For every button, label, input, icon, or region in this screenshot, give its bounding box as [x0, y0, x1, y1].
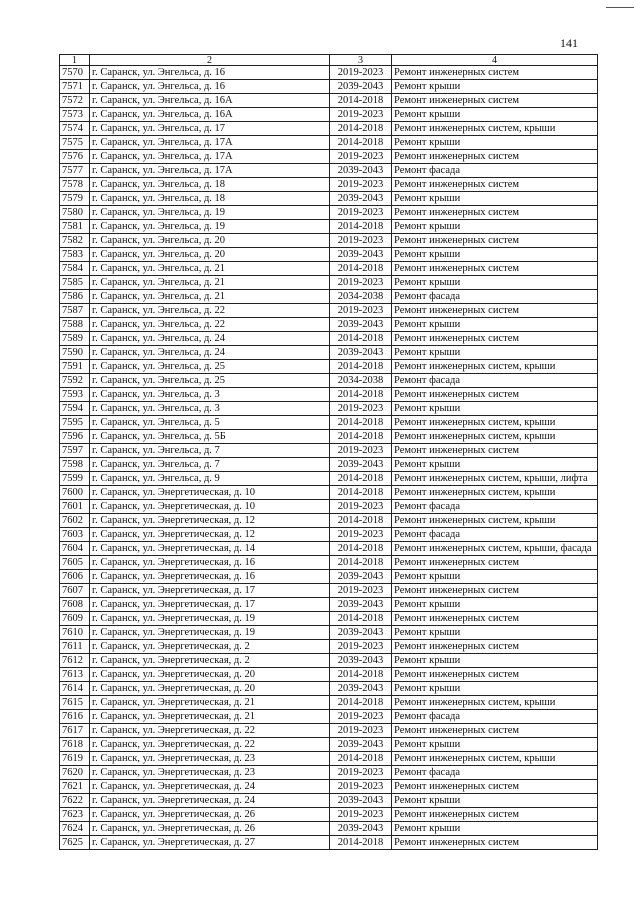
table-row [60, 598, 598, 612]
work-type-cell: Ремонт крыши [392, 276, 598, 290]
table-row [60, 234, 598, 248]
table-row [60, 500, 598, 514]
table-row [60, 472, 598, 486]
address-cell: г. Саранск, ул. Энгельса, д. 20 [90, 248, 330, 262]
row-number: 7616 [60, 710, 90, 724]
address-cell: г. Саранск, ул. Энергетическая, д. 10 [90, 500, 330, 514]
row-number: 7617 [60, 724, 90, 738]
row-number: 7603 [60, 528, 90, 542]
address-cell: г. Саранск, ул. Энергетическая, д. 14 [90, 542, 330, 556]
work-type-cell: Ремонт инженерных систем, крыши [392, 696, 598, 710]
row-number: 7592 [60, 374, 90, 388]
work-type-cell: Ремонт инженерных систем, крыши [392, 752, 598, 766]
period-cell: 2019-2023 [330, 724, 392, 738]
table-row [60, 486, 598, 500]
row-number: 7597 [60, 444, 90, 458]
address-cell: г. Саранск, ул. Энгельса, д. 3 [90, 388, 330, 402]
work-type-cell: Ремонт инженерных систем [392, 262, 598, 276]
period-cell: 2039-2043 [330, 654, 392, 668]
table-row [60, 584, 598, 598]
work-type-cell: Ремонт крыши [392, 248, 598, 262]
row-number: 7607 [60, 584, 90, 598]
work-type-cell: Ремонт крыши [392, 318, 598, 332]
row-number: 7573 [60, 108, 90, 122]
period-cell: 2019-2023 [330, 66, 392, 80]
row-number: 7621 [60, 780, 90, 794]
address-cell: г. Саранск, ул. Энгельса, д. 9 [90, 472, 330, 486]
table-row [60, 514, 598, 528]
address-cell: г. Саранск, ул. Энгельса, д. 7 [90, 444, 330, 458]
period-cell: 2019-2023 [330, 808, 392, 822]
table-row [60, 738, 598, 752]
address-cell: г. Саранск, ул. Энгельса, д. 3 [90, 402, 330, 416]
address-cell: г. Саранск, ул. Энергетическая, д. 22 [90, 724, 330, 738]
table-row [60, 542, 598, 556]
row-number: 7602 [60, 514, 90, 528]
table-row [60, 626, 598, 640]
row-number: 7578 [60, 178, 90, 192]
period-cell: 2039-2043 [330, 164, 392, 178]
row-number: 7577 [60, 164, 90, 178]
period-cell: 2039-2043 [330, 794, 392, 808]
row-number: 7606 [60, 570, 90, 584]
period-cell: 2019-2023 [330, 178, 392, 192]
period-cell: 2019-2023 [330, 528, 392, 542]
work-type-cell: Ремонт фасада [392, 290, 598, 304]
work-type-cell: Ремонт крыши [392, 192, 598, 206]
row-number: 7575 [60, 136, 90, 150]
table-row [60, 836, 598, 850]
address-cell: г. Саранск, ул. Энгельса, д. 17 [90, 122, 330, 136]
period-cell: 2019-2023 [330, 304, 392, 318]
period-cell: 2019-2023 [330, 150, 392, 164]
table-row [60, 822, 598, 836]
table-row [60, 346, 598, 360]
work-type-cell: Ремонт инженерных систем [392, 808, 598, 822]
work-type-cell: Ремонт инженерных систем [392, 444, 598, 458]
row-number: 7579 [60, 192, 90, 206]
work-type-cell: Ремонт инженерных систем [392, 612, 598, 626]
row-number: 7608 [60, 598, 90, 612]
address-cell: г. Саранск, ул. Энергетическая, д. 22 [90, 738, 330, 752]
address-cell: г. Саранск, ул. Энгельса, д. 16А [90, 108, 330, 122]
table-row [60, 262, 598, 276]
table-row [60, 710, 598, 724]
period-cell: 2019-2023 [330, 206, 392, 220]
period-cell: 2014-2018 [330, 542, 392, 556]
period-cell: 2014-2018 [330, 220, 392, 234]
period-cell: 2014-2018 [330, 668, 392, 682]
address-cell: г. Саранск, ул. Энгельса, д. 24 [90, 332, 330, 346]
row-number: 7619 [60, 752, 90, 766]
table-row [60, 444, 598, 458]
period-cell: 2034-2038 [330, 374, 392, 388]
work-type-cell: Ремонт инженерных систем [392, 234, 598, 248]
period-cell: 2014-2018 [330, 836, 392, 850]
address-cell: г. Саранск, ул. Энгельса, д. 5Б [90, 430, 330, 444]
row-number: 7576 [60, 150, 90, 164]
period-cell: 2019-2023 [330, 444, 392, 458]
table-row [60, 724, 598, 738]
table-row [60, 304, 598, 318]
row-number: 7580 [60, 206, 90, 220]
row-number: 7620 [60, 766, 90, 780]
address-cell: г. Саранск, ул. Энергетическая, д. 12 [90, 514, 330, 528]
column-header-4: 4 [392, 55, 598, 66]
address-cell: г. Саранск, ул. Энергетическая, д. 19 [90, 612, 330, 626]
work-type-cell: Ремонт инженерных систем, крыши [392, 486, 598, 500]
work-type-cell: Ремонт крыши [392, 80, 598, 94]
row-number: 7611 [60, 640, 90, 654]
period-cell: 2039-2043 [330, 458, 392, 472]
table-row [60, 192, 598, 206]
row-number: 7623 [60, 808, 90, 822]
period-cell: 2014-2018 [330, 416, 392, 430]
work-type-cell: Ремонт инженерных систем, крыши, лифта [392, 472, 598, 486]
table-row [60, 108, 598, 122]
table-row [60, 94, 598, 108]
address-cell: г. Саранск, ул. Энергетическая, д. 20 [90, 668, 330, 682]
row-number: 7585 [60, 276, 90, 290]
work-type-cell: Ремонт инженерных систем, крыши [392, 122, 598, 136]
row-number: 7583 [60, 248, 90, 262]
period-cell: 2014-2018 [330, 696, 392, 710]
row-number: 7618 [60, 738, 90, 752]
period-cell: 2014-2018 [330, 556, 392, 570]
row-number: 7599 [60, 472, 90, 486]
table-row [60, 668, 598, 682]
row-number: 7624 [60, 822, 90, 836]
period-cell: 2039-2043 [330, 248, 392, 262]
period-cell: 2014-2018 [330, 388, 392, 402]
period-cell: 2014-2018 [330, 514, 392, 528]
period-cell: 2019-2023 [330, 584, 392, 598]
table-row [60, 66, 598, 80]
work-type-cell: Ремонт фасада [392, 528, 598, 542]
period-cell: 2039-2043 [330, 598, 392, 612]
address-cell: г. Саранск, ул. Энгельса, д. 18 [90, 178, 330, 192]
address-cell: г. Саранск, ул. Энергетическая, д. 26 [90, 822, 330, 836]
address-cell: г. Саранск, ул. Энгельса, д. 21 [90, 276, 330, 290]
row-number: 7581 [60, 220, 90, 234]
table-row [60, 458, 598, 472]
work-type-cell: Ремонт инженерных систем [392, 304, 598, 318]
table-row [60, 122, 598, 136]
column-header-1: 1 [60, 55, 90, 66]
work-type-cell: Ремонт инженерных систем [392, 150, 598, 164]
row-number: 7614 [60, 682, 90, 696]
work-type-cell: Ремонт фасада [392, 164, 598, 178]
address-cell: г. Саранск, ул. Энергетическая, д. 23 [90, 752, 330, 766]
table-row [60, 80, 598, 94]
repair-schedule-table [59, 54, 598, 850]
table-row [60, 220, 598, 234]
row-number: 7587 [60, 304, 90, 318]
work-type-cell: Ремонт инженерных систем [392, 724, 598, 738]
row-number: 7601 [60, 500, 90, 514]
table-row [60, 752, 598, 766]
table-row [60, 164, 598, 178]
row-number: 7595 [60, 416, 90, 430]
period-cell: 2014-2018 [330, 430, 392, 444]
work-type-cell: Ремонт инженерных систем [392, 388, 598, 402]
row-number: 7584 [60, 262, 90, 276]
address-cell: г. Саранск, ул. Энергетическая, д. 21 [90, 696, 330, 710]
column-header-2: 2 [90, 55, 330, 66]
table-row [60, 276, 598, 290]
address-cell: г. Саранск, ул. Энгельса, д. 18 [90, 192, 330, 206]
table-row [60, 374, 598, 388]
work-type-cell: Ремонт крыши [392, 822, 598, 836]
address-cell: г. Саранск, ул. Энгельса, д. 21 [90, 262, 330, 276]
work-type-cell: Ремонт инженерных систем, крыши [392, 514, 598, 528]
period-cell: 2014-2018 [330, 752, 392, 766]
table-row [60, 556, 598, 570]
address-cell: г. Саранск, ул. Энгельса, д. 17А [90, 136, 330, 150]
address-cell: г. Саранск, ул. Энергетическая, д. 17 [90, 598, 330, 612]
work-type-cell: Ремонт инженерных систем [392, 640, 598, 654]
row-number: 7591 [60, 360, 90, 374]
address-cell: г. Саранск, ул. Энергетическая, д. 23 [90, 766, 330, 780]
period-cell: 2019-2023 [330, 780, 392, 794]
work-type-cell: Ремонт крыши [392, 108, 598, 122]
work-type-cell: Ремонт крыши [392, 626, 598, 640]
period-cell: 2014-2018 [330, 332, 392, 346]
work-type-cell: Ремонт фасада [392, 766, 598, 780]
work-type-cell: Ремонт крыши [392, 346, 598, 360]
table-row [60, 136, 598, 150]
table-row [60, 332, 598, 346]
address-cell: г. Саранск, ул. Энергетическая, д. 16 [90, 570, 330, 584]
address-cell: г. Саранск, ул. Энгельса, д. 22 [90, 304, 330, 318]
address-cell: г. Саранск, ул. Энергетическая, д. 26 [90, 808, 330, 822]
row-number: 7604 [60, 542, 90, 556]
period-cell: 2014-2018 [330, 612, 392, 626]
period-cell: 2039-2043 [330, 192, 392, 206]
row-number: 7586 [60, 290, 90, 304]
row-number: 7593 [60, 388, 90, 402]
row-number: 7605 [60, 556, 90, 570]
table-row [60, 696, 598, 710]
period-cell: 2014-2018 [330, 136, 392, 150]
period-cell: 2039-2043 [330, 570, 392, 584]
period-cell: 2014-2018 [330, 122, 392, 136]
work-type-cell: Ремонт крыши [392, 654, 598, 668]
table-row [60, 766, 598, 780]
address-cell: г. Саранск, ул. Энгельса, д. 7 [90, 458, 330, 472]
address-cell: г. Саранск, ул. Энергетическая, д. 19 [90, 626, 330, 640]
work-type-cell: Ремонт крыши [392, 402, 598, 416]
address-cell: г. Саранск, ул. Энергетическая, д. 24 [90, 780, 330, 794]
table-row [60, 528, 598, 542]
table-header-row [60, 55, 598, 66]
address-cell: г. Саранск, ул. Энергетическая, д. 24 [90, 794, 330, 808]
address-cell: г. Саранск, ул. Энгельса, д. 5 [90, 416, 330, 430]
address-cell: г. Саранск, ул. Энергетическая, д. 2 [90, 640, 330, 654]
period-cell: 2019-2023 [330, 766, 392, 780]
address-cell: г. Саранск, ул. Энергетическая, д. 27 [90, 836, 330, 850]
work-type-cell: Ремонт крыши [392, 794, 598, 808]
period-cell: 2014-2018 [330, 472, 392, 486]
column-header-3: 3 [330, 55, 392, 66]
address-cell: г. Саранск, ул. Энгельса, д. 17А [90, 164, 330, 178]
period-cell: 2014-2018 [330, 94, 392, 108]
period-cell: 2039-2043 [330, 626, 392, 640]
period-cell: 2039-2043 [330, 822, 392, 836]
address-cell: г. Саранск, ул. Энгельса, д. 25 [90, 360, 330, 374]
table-row [60, 612, 598, 626]
address-cell: г. Саранск, ул. Энергетическая, д. 2 [90, 654, 330, 668]
row-number: 7615 [60, 696, 90, 710]
address-cell: г. Саранск, ул. Энгельса, д. 21 [90, 290, 330, 304]
table-row [60, 430, 598, 444]
work-type-cell: Ремонт крыши [392, 598, 598, 612]
corner-scan-mark [606, 7, 634, 8]
table-row [60, 640, 598, 654]
row-number: 7594 [60, 402, 90, 416]
work-type-cell: Ремонт фасада [392, 500, 598, 514]
work-type-cell: Ремонт инженерных систем, крыши [392, 360, 598, 374]
work-type-cell: Ремонт инженерных систем [392, 332, 598, 346]
work-type-cell: Ремонт крыши [392, 682, 598, 696]
address-cell: г. Саранск, ул. Энергетическая, д. 21 [90, 710, 330, 724]
table-row [60, 248, 598, 262]
table-row [60, 682, 598, 696]
work-type-cell: Ремонт инженерных систем [392, 66, 598, 80]
address-cell: г. Саранск, ул. Энергетическая, д. 20 [90, 682, 330, 696]
work-type-cell: Ремонт крыши [392, 570, 598, 584]
address-cell: г. Саранск, ул. Энергетическая, д. 16 [90, 556, 330, 570]
address-cell: г. Саранск, ул. Энгельса, д. 16 [90, 66, 330, 80]
table-body [60, 66, 598, 850]
row-number: 7600 [60, 486, 90, 500]
row-number: 7572 [60, 94, 90, 108]
period-cell: 2019-2023 [330, 640, 392, 654]
period-cell: 2019-2023 [330, 402, 392, 416]
row-number: 7570 [60, 66, 90, 80]
work-type-cell: Ремонт инженерных систем [392, 780, 598, 794]
period-cell: 2039-2043 [330, 346, 392, 360]
period-cell: 2019-2023 [330, 710, 392, 724]
table-row [60, 360, 598, 374]
address-cell: г. Саранск, ул. Энгельса, д. 17А [90, 150, 330, 164]
work-type-cell: Ремонт фасада [392, 710, 598, 724]
address-cell: г. Саранск, ул. Энгельса, д. 22 [90, 318, 330, 332]
table-row [60, 290, 598, 304]
row-number: 7589 [60, 332, 90, 346]
address-cell: г. Саранск, ул. Энергетическая, д. 17 [90, 584, 330, 598]
table-row [60, 150, 598, 164]
work-type-cell: Ремонт инженерных систем [392, 556, 598, 570]
page-number: 141 [560, 36, 578, 50]
address-cell: г. Саранск, ул. Энгельса, д. 16А [90, 94, 330, 108]
row-number: 7613 [60, 668, 90, 682]
table-row [60, 178, 598, 192]
period-cell: 2019-2023 [330, 234, 392, 248]
row-number: 7598 [60, 458, 90, 472]
work-type-cell: Ремонт инженерных систем [392, 178, 598, 192]
row-number: 7625 [60, 836, 90, 850]
table-row [60, 808, 598, 822]
work-type-cell: Ремонт инженерных систем [392, 94, 598, 108]
address-cell: г. Саранск, ул. Энергетическая, д. 12 [90, 528, 330, 542]
address-cell: г. Саранск, ул. Энгельса, д. 16 [90, 80, 330, 94]
address-cell: г. Саранск, ул. Энгельса, д. 24 [90, 346, 330, 360]
row-number: 7582 [60, 234, 90, 248]
row-number: 7588 [60, 318, 90, 332]
period-cell: 2019-2023 [330, 108, 392, 122]
work-type-cell: Ремонт фасада [392, 374, 598, 388]
row-number: 7622 [60, 794, 90, 808]
address-cell: г. Саранск, ул. Энгельса, д. 19 [90, 206, 330, 220]
table-row [60, 416, 598, 430]
address-cell: г. Саранск, ул. Энгельса, д. 19 [90, 220, 330, 234]
period-cell: 2014-2018 [330, 486, 392, 500]
row-number: 7590 [60, 346, 90, 360]
work-type-cell: Ремонт инженерных систем [392, 206, 598, 220]
address-cell: г. Саранск, ул. Энгельса, д. 25 [90, 374, 330, 388]
work-type-cell: Ремонт крыши [392, 458, 598, 472]
work-type-cell: Ремонт инженерных систем, крыши [392, 416, 598, 430]
period-cell: 2034-2038 [330, 290, 392, 304]
row-number: 7610 [60, 626, 90, 640]
work-type-cell: Ремонт инженерных систем [392, 668, 598, 682]
period-cell: 2019-2023 [330, 500, 392, 514]
period-cell: 2039-2043 [330, 318, 392, 332]
row-number: 7612 [60, 654, 90, 668]
work-type-cell: Ремонт крыши [392, 220, 598, 234]
period-cell: 2039-2043 [330, 738, 392, 752]
period-cell: 2039-2043 [330, 80, 392, 94]
period-cell: 2039-2043 [330, 682, 392, 696]
work-type-cell: Ремонт инженерных систем [392, 836, 598, 850]
work-type-cell: Ремонт инженерных систем, крыши, фасада [392, 542, 598, 556]
work-type-cell: Ремонт крыши [392, 136, 598, 150]
table-row [60, 206, 598, 220]
table-row [60, 654, 598, 668]
row-number: 7609 [60, 612, 90, 626]
period-cell: 2014-2018 [330, 262, 392, 276]
row-number: 7596 [60, 430, 90, 444]
period-cell: 2014-2018 [330, 360, 392, 374]
period-cell: 2019-2023 [330, 276, 392, 290]
work-type-cell: Ремонт инженерных систем, крыши [392, 430, 598, 444]
table-row [60, 318, 598, 332]
address-cell: г. Саранск, ул. Энергетическая, д. 10 [90, 486, 330, 500]
work-type-cell: Ремонт крыши [392, 738, 598, 752]
table-row [60, 780, 598, 794]
table-row [60, 570, 598, 584]
address-cell: г. Саранск, ул. Энгельса, д. 20 [90, 234, 330, 248]
row-number: 7571 [60, 80, 90, 94]
row-number: 7574 [60, 122, 90, 136]
table-row [60, 388, 598, 402]
work-type-cell: Ремонт инженерных систем [392, 584, 598, 598]
table-row [60, 402, 598, 416]
table-row [60, 794, 598, 808]
